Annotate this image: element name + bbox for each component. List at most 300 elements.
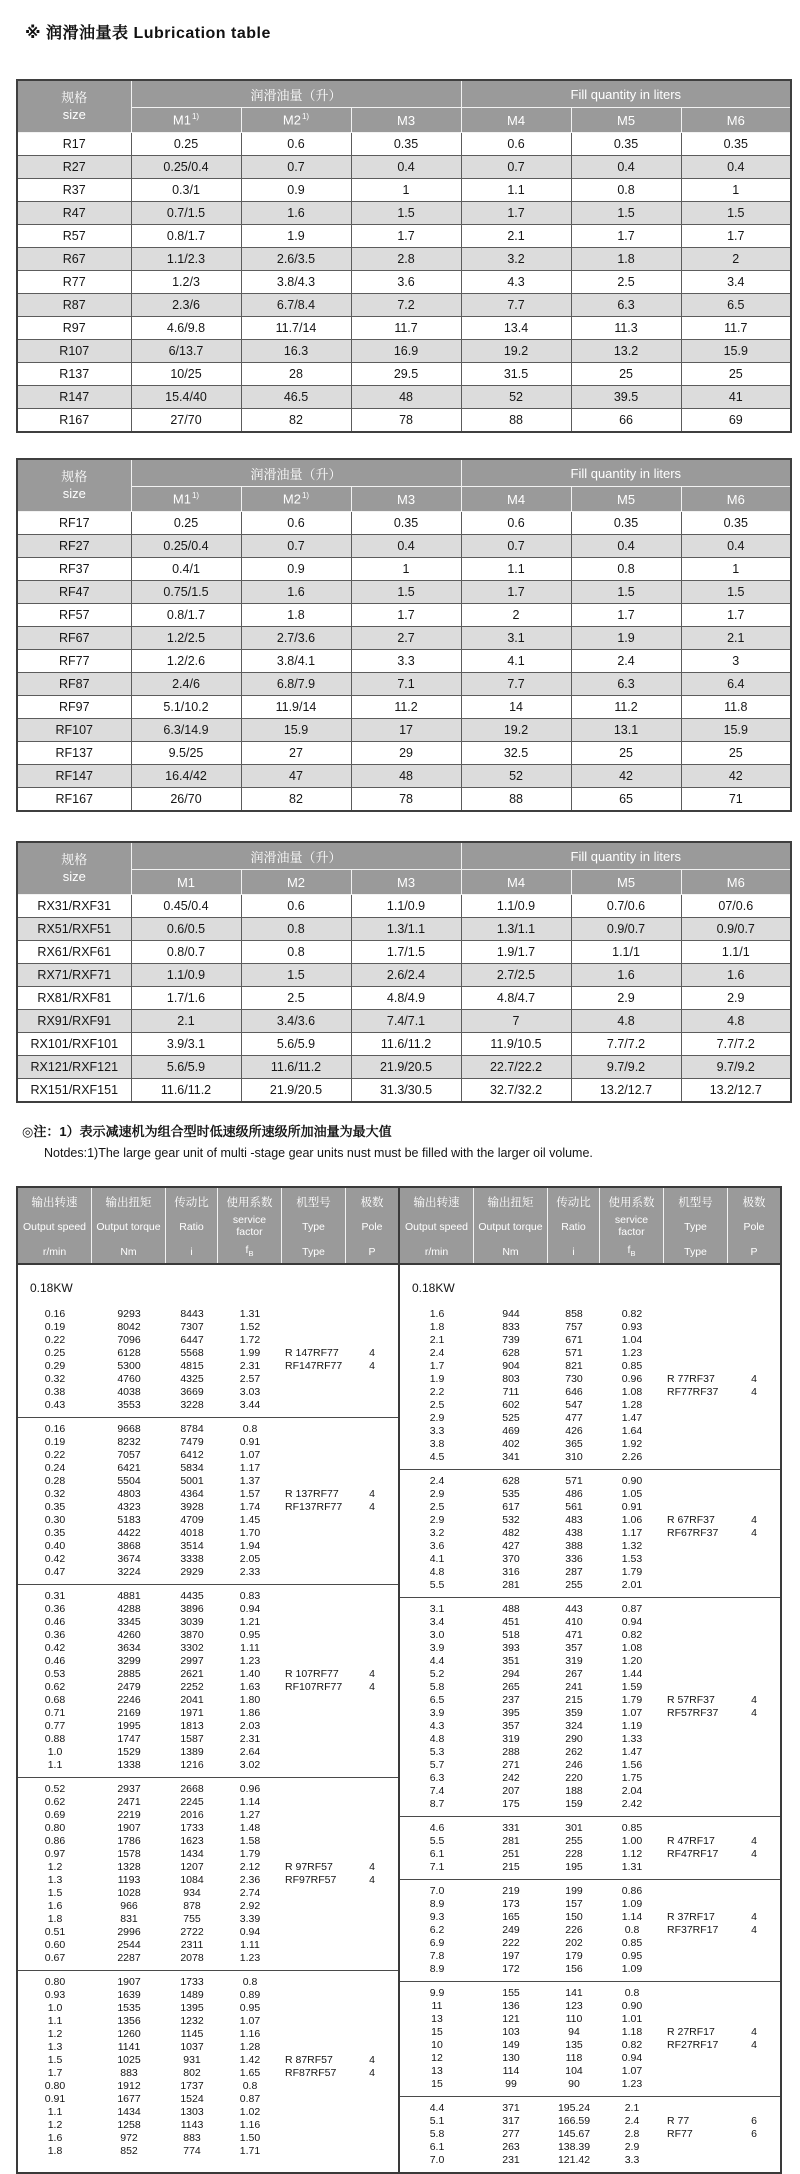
lube-cell: R107 <box>17 340 131 363</box>
rating-cell: 15 <box>431 2026 443 2038</box>
power-label-right: 0.18KW <box>412 1281 455 1295</box>
rating-cell: 1.1 <box>47 1759 63 1771</box>
rating-cell: 0.77 <box>44 1720 66 1732</box>
rating-cell: 602 <box>502 1399 520 1411</box>
rating-row <box>400 1848 780 1861</box>
lube-cell: 0.35 <box>351 512 461 535</box>
rating-cell: RF137RF77 <box>285 1501 343 1513</box>
lube-cell: R87 <box>17 294 131 317</box>
rating-cell <box>728 1360 780 1373</box>
rating-group <box>400 1303 780 1469</box>
rating-cell: 4.3 <box>429 1720 445 1732</box>
lube-cell: 1.2/2.5 <box>131 627 241 650</box>
rating-cell <box>728 1451 780 1464</box>
lube-table-rx-body <box>17 895 791 1103</box>
rating-cell <box>282 1759 346 1772</box>
rating-cell <box>282 2002 346 2015</box>
rating-cell: 1.47 <box>621 1746 643 1758</box>
rating-cell: 5834 <box>180 1462 204 1474</box>
lube-cell: 4.6/9.8 <box>131 317 241 340</box>
lube-cell: 21.9/20.5 <box>351 1056 461 1079</box>
rating-row <box>400 1924 780 1937</box>
lube-row <box>17 964 791 987</box>
size-label-en: size <box>62 485 86 501</box>
rating-cell: 2.4 <box>429 1347 445 1359</box>
rating-cell: 1.70 <box>239 1527 261 1539</box>
rating-cell: 99 <box>505 2078 517 2090</box>
rating-row <box>18 1347 398 1360</box>
rating-row <box>18 2041 398 2054</box>
rating-row <box>400 1347 780 1360</box>
rating-cell: 1.45 <box>239 1514 261 1526</box>
rating-cell <box>346 1694 398 1707</box>
rating-row <box>18 1976 398 1989</box>
rating-cell <box>282 1436 346 1449</box>
lube-cell: 11.9/14 <box>241 696 351 719</box>
lube-cell: 27 <box>241 742 351 765</box>
rating-cell: 123 <box>565 2000 583 2012</box>
lube-cell: 2.3/6 <box>131 294 241 317</box>
rating-cell: R 97RF57 <box>285 1861 333 1873</box>
rating-cell: 255 <box>565 1835 583 1847</box>
rating-cell: 199 <box>565 1885 583 1897</box>
rating-cell: 331 <box>502 1822 520 1834</box>
lube-cell: 1.5 <box>571 202 681 225</box>
rating-cell: R 47RF17 <box>667 1835 715 1847</box>
rating-row <box>400 1772 780 1785</box>
rating-cell: 5504 <box>117 1475 141 1487</box>
rating-cell: 2246 <box>117 1694 141 1706</box>
rating-cell: 0.95 <box>239 1629 261 1641</box>
rating-cell: 219 <box>502 1885 520 1897</box>
lube-cell: 0.6 <box>461 133 571 156</box>
rating-cell: 1193 <box>117 1874 141 1886</box>
lube-cell: 13.2 <box>571 340 681 363</box>
rating-cell: 2.42 <box>621 1798 643 1810</box>
rating-cell: 4.1 <box>429 1553 445 1565</box>
rating-cell: 2885 <box>117 1668 141 1680</box>
rating-cell: 0.82 <box>621 1629 643 1641</box>
rating-cell: 3.3 <box>624 2154 640 2166</box>
lube-cell: 2.6/2.4 <box>351 964 461 987</box>
rating-cell: 1.00 <box>621 1835 643 1847</box>
rating-row <box>400 2128 780 2141</box>
lube-cell: 29.5 <box>351 363 461 386</box>
rating-cell: 0.91 <box>44 2093 66 2105</box>
rating-cell: 288 <box>502 1746 520 1758</box>
lube-row <box>17 363 791 386</box>
rating-cell: 1.99 <box>239 1347 261 1359</box>
lube-cell: 2.9 <box>681 987 791 1010</box>
lube-cell: 15.9 <box>681 340 791 363</box>
rating-cell: 488 <box>502 1603 520 1615</box>
rating-row <box>18 1733 398 1746</box>
rating-cell: 365 <box>565 1438 583 1450</box>
qty-header-zh: 润滑油量（升） <box>131 842 461 870</box>
lube-cell: RF77 <box>17 650 131 673</box>
rating-row <box>18 1809 398 1822</box>
lube-table-rx-header <box>17 842 791 895</box>
rating-cell <box>282 1423 346 1436</box>
rating-row <box>18 2002 398 2015</box>
rating-cell: 0.47 <box>44 1566 66 1578</box>
lube-row <box>17 386 791 409</box>
lube-cell: 0.8 <box>241 918 351 941</box>
lube-cell: 6.3 <box>571 294 681 317</box>
rating-cell: RF77 <box>667 2128 693 2140</box>
rating-cell: 2621 <box>180 1668 204 1680</box>
rating-cell: 3.9 <box>429 1642 445 1654</box>
rating-cell: 4 <box>751 1924 757 1936</box>
lube-row <box>17 742 791 765</box>
lube-cell: 66 <box>571 409 681 433</box>
rating-cell: 4038 <box>117 1386 141 1398</box>
col-header-output-speed: 输出转速 Output speed r/min <box>400 1188 474 1263</box>
rating-cell: 324 <box>565 1720 583 1732</box>
rating-cell: 0.32 <box>44 1488 66 1500</box>
lube-cell: 6.7/8.4 <box>241 294 351 317</box>
rating-cell: 241 <box>565 1681 583 1693</box>
rating-cell: 341 <box>502 1451 520 1463</box>
rating-cell: 2997 <box>180 1655 204 1667</box>
lube-cell: 2.7 <box>351 627 461 650</box>
rating-cell: 2078 <box>180 1952 204 1964</box>
col-header-ratio: 传动比 Ratio i <box>548 1188 600 1263</box>
rating-cell: 3.4 <box>429 1616 445 1628</box>
rating-cell <box>282 1720 346 1733</box>
rating-row <box>18 1475 398 1488</box>
lube-cell: 1.9 <box>571 627 681 650</box>
rating-row <box>400 1527 780 1540</box>
rating-row <box>18 1308 398 1321</box>
lube-cell: 1.1 <box>461 179 571 202</box>
rating-cell: 525 <box>502 1412 520 1424</box>
rating-row <box>400 1963 780 1976</box>
rating-cell: 7.0 <box>429 1885 445 1897</box>
rating-cell: 226 <box>565 1924 583 1936</box>
lube-cell: 0.4/1 <box>131 558 241 581</box>
rating-cell: 833 <box>502 1321 520 1333</box>
rating-cell: 3.03 <box>239 1386 261 1398</box>
rating-row <box>400 1540 780 1553</box>
lube-cell: 1.1/1 <box>571 941 681 964</box>
rating-row <box>400 2141 780 2154</box>
rating-cell: 121.42 <box>557 2154 591 2166</box>
rating-cell: 5183 <box>117 1514 141 1526</box>
rating-cell <box>346 1373 398 1386</box>
rating-cell <box>282 1373 346 1386</box>
rating-cell <box>664 1334 728 1347</box>
rating-cell: 4803 <box>117 1488 141 1500</box>
rating-cell: 3039 <box>180 1616 204 1628</box>
rating-cell <box>346 1746 398 1759</box>
rating-cell: 155 <box>502 1987 520 1999</box>
rating-cell <box>282 1642 346 1655</box>
lube-row <box>17 673 791 696</box>
rating-cell: 0.19 <box>44 1436 66 1448</box>
rating-cell: 0.8 <box>624 1924 640 1936</box>
rating-cell <box>664 1642 728 1655</box>
rating-row <box>400 1950 780 1963</box>
col-header-output-torque: 输出扭矩 Output torque Nm <box>92 1188 166 1263</box>
rating-cell: 426 <box>565 1425 583 1437</box>
lube-table-r-header <box>17 80 791 133</box>
lube-cell: RF87 <box>17 673 131 696</box>
lube-cell: 0.6 <box>241 895 351 918</box>
lube-cell: 0.35 <box>571 512 681 535</box>
rating-cell: 2.4 <box>429 1475 445 1487</box>
rating-row <box>18 1720 398 1733</box>
rating-row <box>400 1386 780 1399</box>
lube-row <box>17 627 791 650</box>
rating-cell <box>728 1579 780 1592</box>
rating-row <box>18 1334 398 1347</box>
rating-cell: RF27RF17 <box>667 2039 719 2051</box>
rating-cell <box>282 1334 346 1347</box>
rating-cell <box>728 2052 780 2065</box>
rating-cell <box>664 2000 728 2013</box>
rating-cell <box>664 1629 728 1642</box>
rating-cell: 0.28 <box>44 1475 66 1487</box>
rating-cell: 351 <box>502 1655 520 1667</box>
rating-cell: 2929 <box>180 1566 204 1578</box>
lube-row <box>17 271 791 294</box>
rating-cell <box>664 1668 728 1681</box>
rating-cell: 1.57 <box>239 1488 261 1500</box>
rating-cell: 6.1 <box>429 1848 445 1860</box>
rating-cell: 1.1 <box>47 2106 63 2118</box>
rating-cell: 4 <box>751 1527 757 1539</box>
lube-cell: RF47 <box>17 581 131 604</box>
rating-cell: 1.52 <box>239 1321 261 1333</box>
rating-cell: 1356 <box>117 2015 141 2027</box>
page-title: ※ 润滑油量表 Lubrication table <box>25 25 271 42</box>
rating-cell: 1395 <box>180 2002 204 2014</box>
rating-cell <box>282 1449 346 1462</box>
rating-row <box>400 1501 780 1514</box>
lube-cell: 2.1 <box>681 627 791 650</box>
lube-cell: 0.25 <box>131 512 241 535</box>
rating-cell: 0.8 <box>624 1987 640 1999</box>
rating-cell: 3669 <box>180 1386 204 1398</box>
size-label-en: size <box>62 106 86 122</box>
rating-row <box>18 1629 398 1642</box>
rating-cell: 13 <box>431 2065 443 2077</box>
lube-cell: 4.8 <box>571 1010 681 1033</box>
rating-cell: 1.94 <box>239 1540 261 1552</box>
lube-cell: 1.1/0.9 <box>131 964 241 987</box>
lube-cell: R27 <box>17 156 131 179</box>
rating-cell: 1737 <box>180 2080 204 2092</box>
rating-cell <box>728 1720 780 1733</box>
lube-cell: 15.4/40 <box>131 386 241 409</box>
lube-cell: 65 <box>571 788 681 812</box>
rating-group <box>400 1879 780 1981</box>
lube-cell: 1.7 <box>681 604 791 627</box>
rating-cell <box>346 2093 398 2106</box>
rating-cell: 944 <box>502 1308 520 1320</box>
rating-cell: 972 <box>120 2132 138 2144</box>
rating-cell <box>346 1848 398 1861</box>
rating-cell: 1747 <box>117 1733 141 1745</box>
rating-cell: 469 <box>502 1425 520 1437</box>
rating-cell: 1.2 <box>47 1861 63 1873</box>
rating-cell <box>346 1976 398 1989</box>
lube-cell: 0.8/0.7 <box>131 941 241 964</box>
rating-cell: 5.7 <box>429 1759 445 1771</box>
rating-cell <box>664 1885 728 1898</box>
rating-row <box>400 1373 780 1386</box>
lube-cell: 13.4 <box>461 317 571 340</box>
lube-cell: 9.7/9.2 <box>571 1056 681 1079</box>
rating-cell: 2.5 <box>429 1501 445 1513</box>
rating-cell <box>664 1501 728 1514</box>
rating-cell <box>346 2119 398 2132</box>
rating-cell <box>664 1579 728 1592</box>
rating-cell: 138.39 <box>557 2141 591 2153</box>
rating-cell: RF97RF57 <box>285 1874 337 1886</box>
lube-cell: 0.6/0.5 <box>131 918 241 941</box>
lube-table-rf-body <box>17 512 791 812</box>
rating-cell: 2245 <box>180 1796 204 1808</box>
lube-row <box>17 535 791 558</box>
rating-cell: 0.85 <box>621 1822 643 1834</box>
rating-cell: 271 <box>502 1759 520 1771</box>
rating-cell: 0.42 <box>44 1553 66 1565</box>
rating-cell <box>664 1540 728 1553</box>
rating-cell: 0.89 <box>239 1989 261 2001</box>
rating-cell: 4881 <box>117 1590 141 1602</box>
lube-cell: 32.7/32.2 <box>461 1079 571 1103</box>
rating-cell: 3338 <box>180 1553 204 1565</box>
lube-cell: 31.3/30.5 <box>351 1079 461 1103</box>
lube-cell: 39.5 <box>571 386 681 409</box>
rating-cell: 6 <box>751 2128 757 2140</box>
lube-cell: 07/0.6 <box>681 895 791 918</box>
rating-cell: 5568 <box>180 1347 204 1359</box>
rating-row <box>18 2015 398 2028</box>
rating-cell: 6.3 <box>429 1772 445 1784</box>
lube-row <box>17 156 791 179</box>
rating-cell <box>282 1386 346 1399</box>
lube-cell: 1.5 <box>681 202 791 225</box>
m-col-header: M5 <box>571 108 681 133</box>
rating-cell: 934 <box>183 1887 201 1899</box>
rating-cell <box>346 1926 398 1939</box>
rating-row <box>18 1566 398 1579</box>
rating-cell: 6.2 <box>429 1924 445 1936</box>
lube-cell: RF167 <box>17 788 131 812</box>
lube-cell: 0.8/1.7 <box>131 225 241 248</box>
rating-cell: 173 <box>502 1898 520 1910</box>
rating-cell <box>728 1759 780 1772</box>
rating-row <box>18 1848 398 1861</box>
rating-cell: 0.82 <box>621 2039 643 2051</box>
rating-cell: 1.07 <box>239 1449 261 1461</box>
lube-cell: 1.7 <box>461 581 571 604</box>
col-header-pole: 极数 Pole P <box>742 1197 766 1258</box>
rating-cell: 1.79 <box>239 1848 261 1860</box>
m-col-header: M4 <box>461 487 571 512</box>
rating-cell: 6128 <box>117 1347 141 1359</box>
rating-cell: 94 <box>568 2026 580 2038</box>
rating-cell: 1232 <box>180 2015 204 2027</box>
rating-row <box>400 1321 780 1334</box>
rating-row <box>18 2119 398 2132</box>
size-column-header <box>17 459 131 512</box>
rating-cell: 0.71 <box>44 1707 66 1719</box>
rating-cell: 4.4 <box>429 2102 445 2114</box>
rating-cell: 207 <box>502 1785 520 1797</box>
lube-cell: 0.4 <box>351 535 461 558</box>
lube-cell: 16.3 <box>241 340 351 363</box>
rating-cell <box>664 1347 728 1360</box>
rating-cell: 197 <box>502 1950 520 1962</box>
rating-cell: 2.31 <box>239 1360 261 1372</box>
rating-cell: 3.39 <box>239 1913 261 1925</box>
rating-cell <box>346 1603 398 1616</box>
lube-cell: 3.2 <box>461 248 571 271</box>
rating-cell: 287 <box>565 1566 583 1578</box>
rating-cell: 1303 <box>180 2106 204 2118</box>
rating-cell <box>282 1733 346 1746</box>
lube-cell: 25 <box>681 363 791 386</box>
rating-cell <box>664 2078 728 2091</box>
rating-cell <box>664 1937 728 1950</box>
rating-cell: 1.59 <box>621 1681 643 1693</box>
rating-cell: 1.5 <box>47 2054 63 2066</box>
rating-cell <box>664 1438 728 1451</box>
rating-cell: 9.9 <box>429 1987 445 1999</box>
rating-cell: 1.09 <box>621 1963 643 1975</box>
rating-cell: RF77RF37 <box>667 1386 719 1398</box>
rating-cell: 0.29 <box>44 1360 66 1372</box>
rating-row <box>400 2115 780 2128</box>
lube-cell: R37 <box>17 179 131 202</box>
rating-cell: 4260 <box>117 1629 141 1641</box>
lube-cell: 6/13.7 <box>131 340 241 363</box>
rating-cell: 267 <box>565 1668 583 1680</box>
rating-cell: 1207 <box>180 1861 204 1873</box>
lube-cell: 82 <box>241 409 351 433</box>
lube-cell: 1.2/3 <box>131 271 241 294</box>
lube-cell: 13.1 <box>571 719 681 742</box>
rating-cell: 1.23 <box>239 1952 261 1964</box>
rating-cell <box>346 1449 398 1462</box>
rating-cell: R 137RF77 <box>285 1488 339 1500</box>
rating-cell <box>728 1772 780 1785</box>
lube-cell: 19.2 <box>461 719 571 742</box>
rating-cell <box>728 1475 780 1488</box>
lube-cell: 11.2 <box>571 696 681 719</box>
rating-cell: R 37RF17 <box>667 1911 715 1923</box>
rating-row <box>18 1488 398 1501</box>
rating-row <box>18 1553 398 1566</box>
rating-cell: 104 <box>565 2065 583 2077</box>
lube-cell: 15.9 <box>681 719 791 742</box>
lube-cell: 0.8 <box>571 558 681 581</box>
rating-cell: 202 <box>565 1937 583 1949</box>
lube-cell: 0.35 <box>681 133 791 156</box>
lube-cell: 2.7/2.5 <box>461 964 571 987</box>
rating-cell: 3.02 <box>239 1759 261 1771</box>
rating-cell: 486 <box>565 1488 583 1500</box>
rating-cell: 739 <box>502 1334 520 1346</box>
rating-row <box>18 1939 398 1952</box>
lube-cell: 1.7 <box>461 202 571 225</box>
rating-cell: RF107RF77 <box>285 1681 343 1693</box>
lube-cell: 52 <box>461 386 571 409</box>
